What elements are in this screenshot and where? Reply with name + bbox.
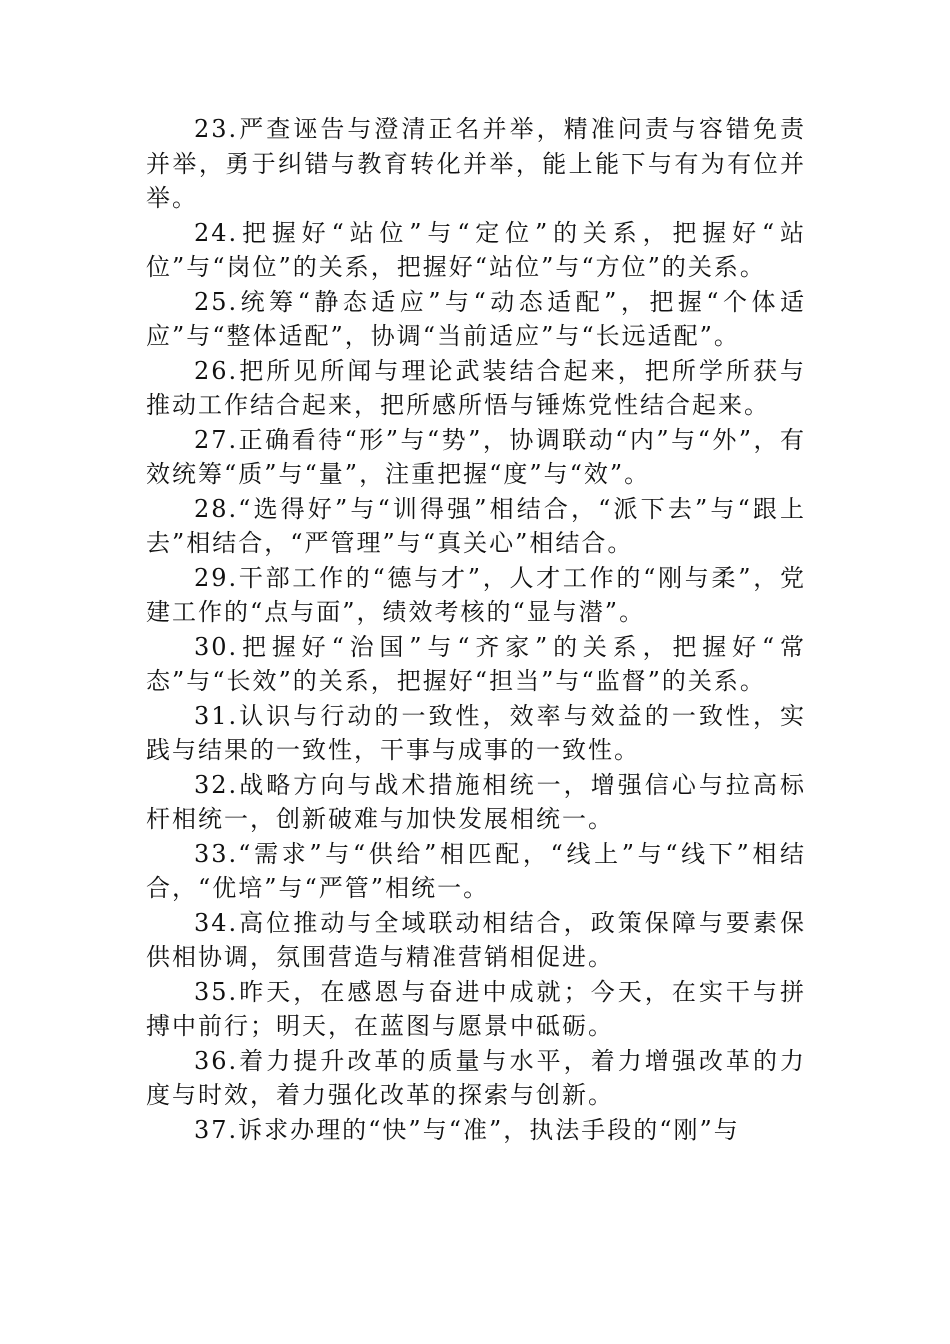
- paragraph-36: 36.着力提升改革的质量与水平，着力增强改革的力度与时效，着力强化改革的探索与创新。: [146, 1046, 806, 1109]
- paragraph-25: 25.统筹“静态适应”与“动态适配”，把握“个体适应”与“整体适配”，协调“当前适应”与“长远适配”。: [146, 287, 806, 350]
- paragraph-29: 29.干部工作的“德与才”，人才工作的“刚与柔”，党建工作的“点与面”，绩效考核的“显与潜”。: [146, 563, 806, 626]
- paragraph-23: 23.严查诬告与澄清正名并举，精准问责与容错免责并举，勇于纠错与教育转化并举，能上能下与有为有位并举。: [146, 115, 806, 212]
- paragraph-34: 34.高位推动与全域联动相结合，政策保障与要素保供相协调，氛围营造与精准营销相促进。: [146, 908, 806, 971]
- paragraph-28: 28.“选得好”与“训得强”相结合，“派下去”与“跟上去”相结合，“严管理”与“真关心”相结合。: [146, 494, 806, 557]
- document-page: [146, 112, 806, 1147]
- paragraph-26: 26.把所见所闻与理论武装结合起来，把所学所获与推动工作结合起来，把所感所悟与锤炼党性结合起来。: [146, 356, 806, 419]
- paragraph-24: 24.把握好“站位”与“定位”的关系，把握好“站位”与“岗位”的关系，把握好“站位”与“方位”的关系。: [146, 218, 806, 281]
- paragraph-30: 30.把握好“治国”与“齐家”的关系，把握好“常态”与“长效”的关系，把握好“担当”与“监督”的关系。: [146, 632, 806, 695]
- paragraph-33: 33.“需求”与“供给”相匹配，“线上”与“线下”相结合，“优培”与“严管”相统一。: [146, 839, 806, 902]
- paragraph-35: 35.昨天，在感恩与奋进中成就；今天，在实干与拼搏中前行；明天，在蓝图与愿景中砥砺。: [146, 977, 806, 1040]
- paragraph-32: 32.战略方向与战术措施相统一，增强信心与拉高标杆相统一，创新破难与加快发展相统一。: [146, 770, 806, 833]
- paragraph-31: 31.认识与行动的一致性，效率与效益的一致性，实践与结果的一致性，干事与成事的一致性。: [146, 701, 806, 764]
- paragraph-37: 37.诉求办理的“快”与“准”，执法手段的“刚”与: [194, 1115, 740, 1144]
- paragraph-27: 27.正确看待“形”与“势”，协调联动“内”与“外”，有效统筹“质”与“量”，注重把握“度”与“效”。: [146, 425, 806, 488]
